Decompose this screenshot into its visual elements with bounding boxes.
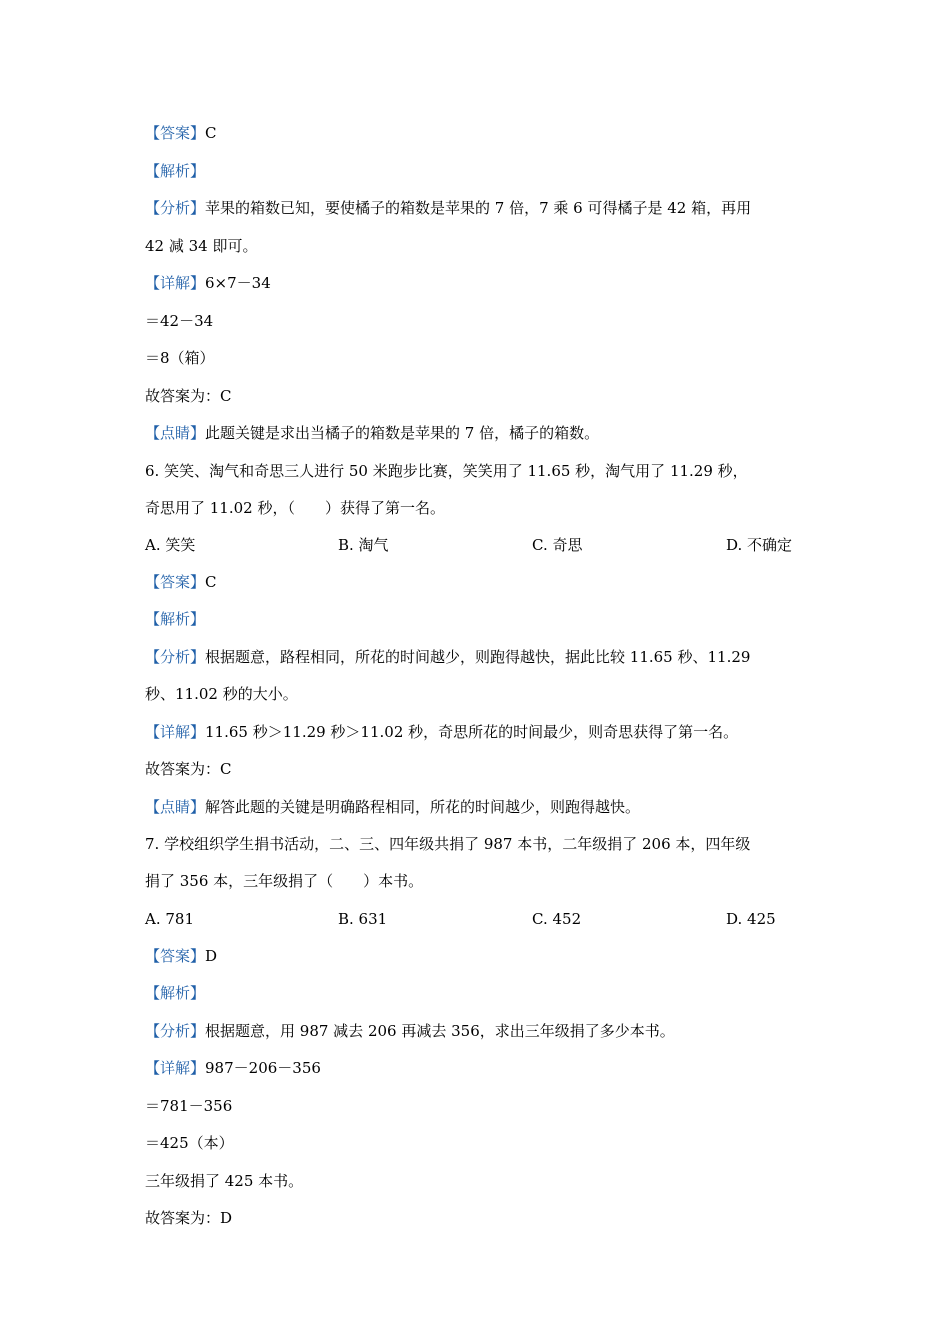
fenxi-text: 根据题意，路程相同，所花的时间越少，则跑得越快，据此比较 11.65 秒、11.29 bbox=[205, 648, 751, 666]
question-stem-continuation: 奇思用了 11.02 秒，（ ）获得了第一名。 bbox=[145, 499, 445, 517]
answer-tag: 【答案】 bbox=[145, 124, 206, 142]
xiangjie-tag: 【详解】 bbox=[145, 274, 206, 292]
dianjing-text: 此题关键是求出当橘子的箱数是苹果的 7 倍，橘子的箱数。 bbox=[205, 424, 600, 442]
fenxi-text: 根据题意，用 987 减去 206 再减去 356，求出三年级捐了多少本书。 bbox=[205, 1022, 675, 1040]
jiexi-line bbox=[145, 983, 205, 1003]
option-b: B. 淘气 bbox=[338, 536, 389, 554]
conclusion-line: 故答案为：C bbox=[145, 760, 232, 778]
calc-step: ＝781－356 bbox=[145, 1097, 233, 1115]
option-c: C. 奇思 bbox=[532, 536, 583, 554]
dianjing-text: 解答此题的关键是明确路程相同，所花的时间越少，则跑得越快。 bbox=[205, 798, 641, 816]
xiangjie-text: 987－206－356 bbox=[205, 1059, 321, 1077]
answer-value: C bbox=[205, 573, 217, 591]
conclusion-line: 故答案为：C bbox=[145, 387, 232, 405]
option-d: D. 不确定 bbox=[726, 536, 793, 554]
xiangjie-tag: 【详解】 bbox=[145, 1059, 206, 1077]
xiangjie-line bbox=[145, 1058, 321, 1078]
fenxi-continuation: 秒、11.02 秒的大小。 bbox=[145, 685, 298, 703]
answer-line bbox=[145, 572, 217, 592]
fenxi-tag: 【分析】 bbox=[145, 1022, 206, 1040]
fenxi-line bbox=[145, 1021, 675, 1041]
xiangjie-text: 6×7－34 bbox=[205, 274, 271, 292]
calc-step: ＝8（箱） bbox=[145, 349, 215, 367]
jiexi-tag: 【解析】 bbox=[145, 162, 206, 180]
dianjing-line bbox=[145, 423, 599, 443]
xiangjie-text: 11.65 秒＞11.29 秒＞11.02 秒，奇思所花的时间最少，则奇思获得了第一名。 bbox=[205, 723, 739, 741]
fenxi-continuation: 42 减 34 即可。 bbox=[145, 237, 258, 255]
answer-line bbox=[145, 946, 217, 966]
option-d: D. 425 bbox=[726, 910, 776, 928]
xiangjie-line bbox=[145, 273, 271, 293]
xiangjie-tag: 【详解】 bbox=[145, 723, 206, 741]
calc-step: ＝425（本） bbox=[145, 1134, 234, 1152]
dianjing-tag: 【点睛】 bbox=[145, 424, 206, 442]
fenxi-text: 苹果的箱数已知，要使橘子的箱数是苹果的 7 倍，7 乘 6 可得橘子是 42 箱，再用 bbox=[205, 199, 752, 217]
conclusion-line: 故答案为：D bbox=[145, 1209, 233, 1227]
answer-tag: 【答案】 bbox=[145, 573, 206, 591]
jiexi-line bbox=[145, 161, 205, 181]
option-c: C. 452 bbox=[532, 910, 582, 928]
fenxi-tag: 【分析】 bbox=[145, 199, 206, 217]
jiexi-tag: 【解析】 bbox=[145, 610, 206, 628]
dianjing-tag: 【点睛】 bbox=[145, 798, 206, 816]
calc-step: ＝42－34 bbox=[145, 312, 214, 330]
fenxi-line bbox=[145, 198, 751, 218]
jiexi-line bbox=[145, 609, 205, 629]
option-a: A. 笑笑 bbox=[145, 536, 196, 554]
question-stem: 7. 学校组织学生捐书活动，二、三、四年级共捐了 987 本书，二年级捐了 206 本，四年级 bbox=[145, 835, 751, 853]
question-stem: 6. 笑笑、淘气和奇思三人进行 50 米跑步比赛，笑笑用了 11.65 秒，淘气用了 11.29 秒， bbox=[145, 462, 748, 480]
statement-line: 三年级捐了 425 本书。 bbox=[145, 1172, 304, 1190]
answer-value: C bbox=[205, 124, 217, 142]
fenxi-tag: 【分析】 bbox=[145, 648, 206, 666]
xiangjie-line bbox=[145, 722, 738, 742]
answer-value: D bbox=[205, 947, 218, 965]
dianjing-line bbox=[145, 797, 640, 817]
answer-tag: 【答案】 bbox=[145, 947, 206, 965]
option-a: A. 781 bbox=[145, 910, 194, 928]
option-b: B. 631 bbox=[338, 910, 388, 928]
answer-line bbox=[145, 123, 217, 143]
question-stem-continuation: 捐了 356 本，三年级捐了（ ）本书。 bbox=[145, 872, 424, 890]
fenxi-line bbox=[145, 647, 750, 667]
jiexi-tag: 【解析】 bbox=[145, 984, 206, 1002]
